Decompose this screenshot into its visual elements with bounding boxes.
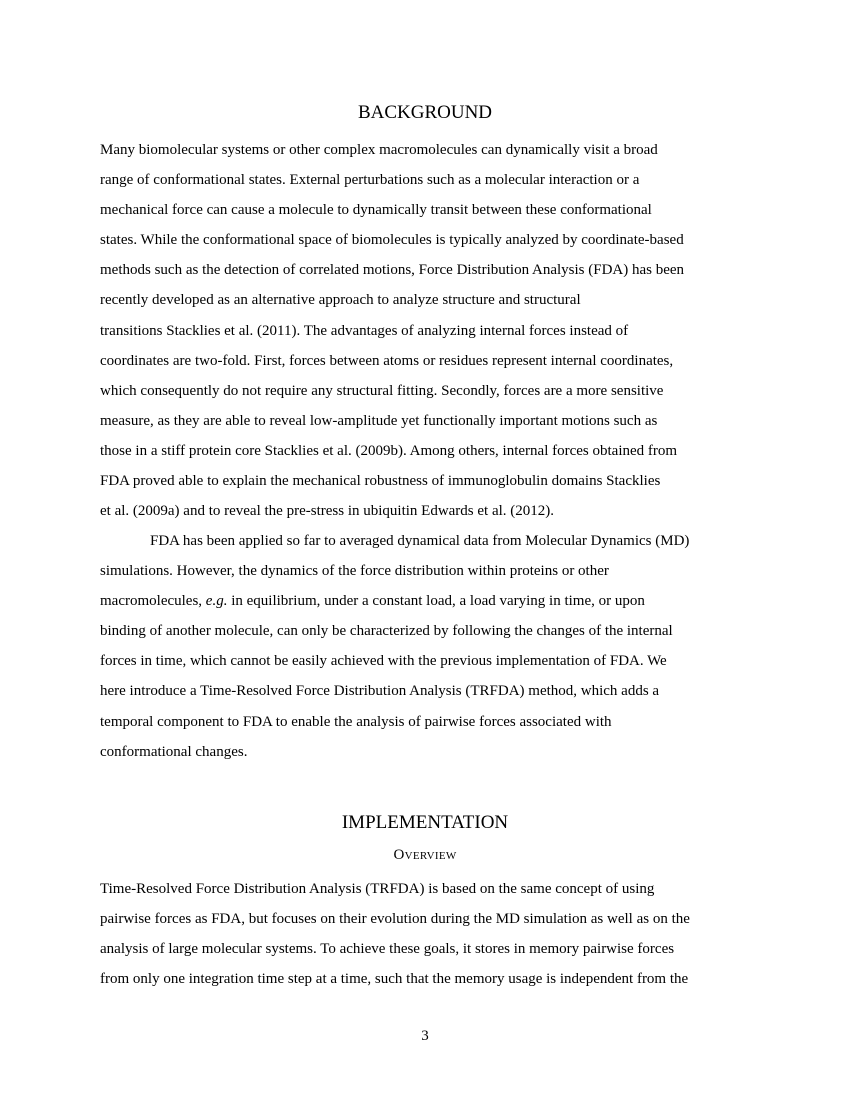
background-paragraph-2 — [100, 526, 750, 767]
text-line: states. While the conformational space of biomolecules is typically analyzed by coordinate-based — [100, 232, 684, 249]
text-line: binding of another molecule, can only be characterized by following the changes of the internal — [100, 623, 673, 640]
text-line: methods such as the detection of correlated motions, Force Distribution Analysis (FDA) has been — [100, 262, 685, 279]
text-line: here introduce a Time-Resolved Force Distribution Analysis (TRFDA) method, which adds a — [100, 683, 660, 700]
subsection-title-overview: Overview — [393, 847, 457, 863]
text-line: simulations. However, the dynamics of the force distribution within proteins or other — [100, 563, 609, 580]
text-fragment: in equilibrium, under a constant load, a load varying in time, or upon — [227, 593, 645, 610]
text-line: forces in time, which cannot be easily achieved with the previous implementation of FDA. We — [100, 653, 667, 670]
text-line: Time-Resolved Force Distribution Analysis (TRFDA) is based on the same concept of using — [100, 881, 655, 897]
text-line: et al. (2009a) and to reveal the pre-stress in ubiquitin Edwards et al. (2012). — [100, 503, 555, 520]
text-line — [100, 586, 750, 616]
section-title-background: BACKGROUND — [357, 102, 493, 123]
implementation-paragraph-1 — [100, 874, 750, 994]
text-line: coordinates are two-fold. First, forces between atoms or residues represent internal coordinates, — [100, 352, 674, 369]
text-line: Many biomolecular systems or other complex macromolecules can dynamically visit a broad — [100, 142, 658, 158]
section-title-implementation: IMPLEMENTATION — [341, 812, 509, 833]
text-line: temporal component to FDA to enable the analysis of pairwise forces associated with — [100, 713, 612, 730]
text-line: transitions Stacklies et al. (2011). The advantages of analyzing internal forces instead of — [100, 322, 629, 339]
text-line: measure, as they are able to reveal low-amplitude yet functionally important motions such as — [100, 412, 658, 429]
text-line: conformational changes. — [100, 743, 248, 760]
text-line: FDA has been applied so far to averaged dynamical data from Molecular Dynamics (MD) — [150, 533, 690, 549]
text-line: FDA proved able to explain the mechanical robustness of immunoglobulin domains Stacklies — [100, 473, 661, 490]
text-line: mechanical force can cause a molecule to dynamically transit between these conformational — [100, 202, 652, 219]
text-fragment: macromolecules, — [100, 593, 206, 610]
background-paragraph-1 — [100, 135, 750, 526]
text-line: which consequently do not require any structural fitting. Secondly, forces are a more sensitive — [100, 382, 664, 399]
text-line: range of conformational states. External perturbations such as a molecular interaction or a — [100, 172, 640, 189]
text-line: analysis of large molecular systems. To achieve these goals, it stores in memory pairwise forces — [100, 941, 675, 958]
text-line: from only one integration time step at a time, such that the memory usage is independent from the — [100, 971, 689, 988]
page-number: 3 — [421, 1028, 429, 1044]
italic-abbreviation: e.g. — [205, 593, 228, 610]
text-line: recently developed as an alternative approach to analyze structure and structural — [100, 292, 581, 309]
text-line: pairwise forces as FDA, but focuses on their evolution during the MD simulation as well as on the — [100, 911, 690, 928]
text-line: those in a stiff protein core Stacklies et al. (2009b). Among others, internal forces obtained from — [100, 442, 678, 459]
